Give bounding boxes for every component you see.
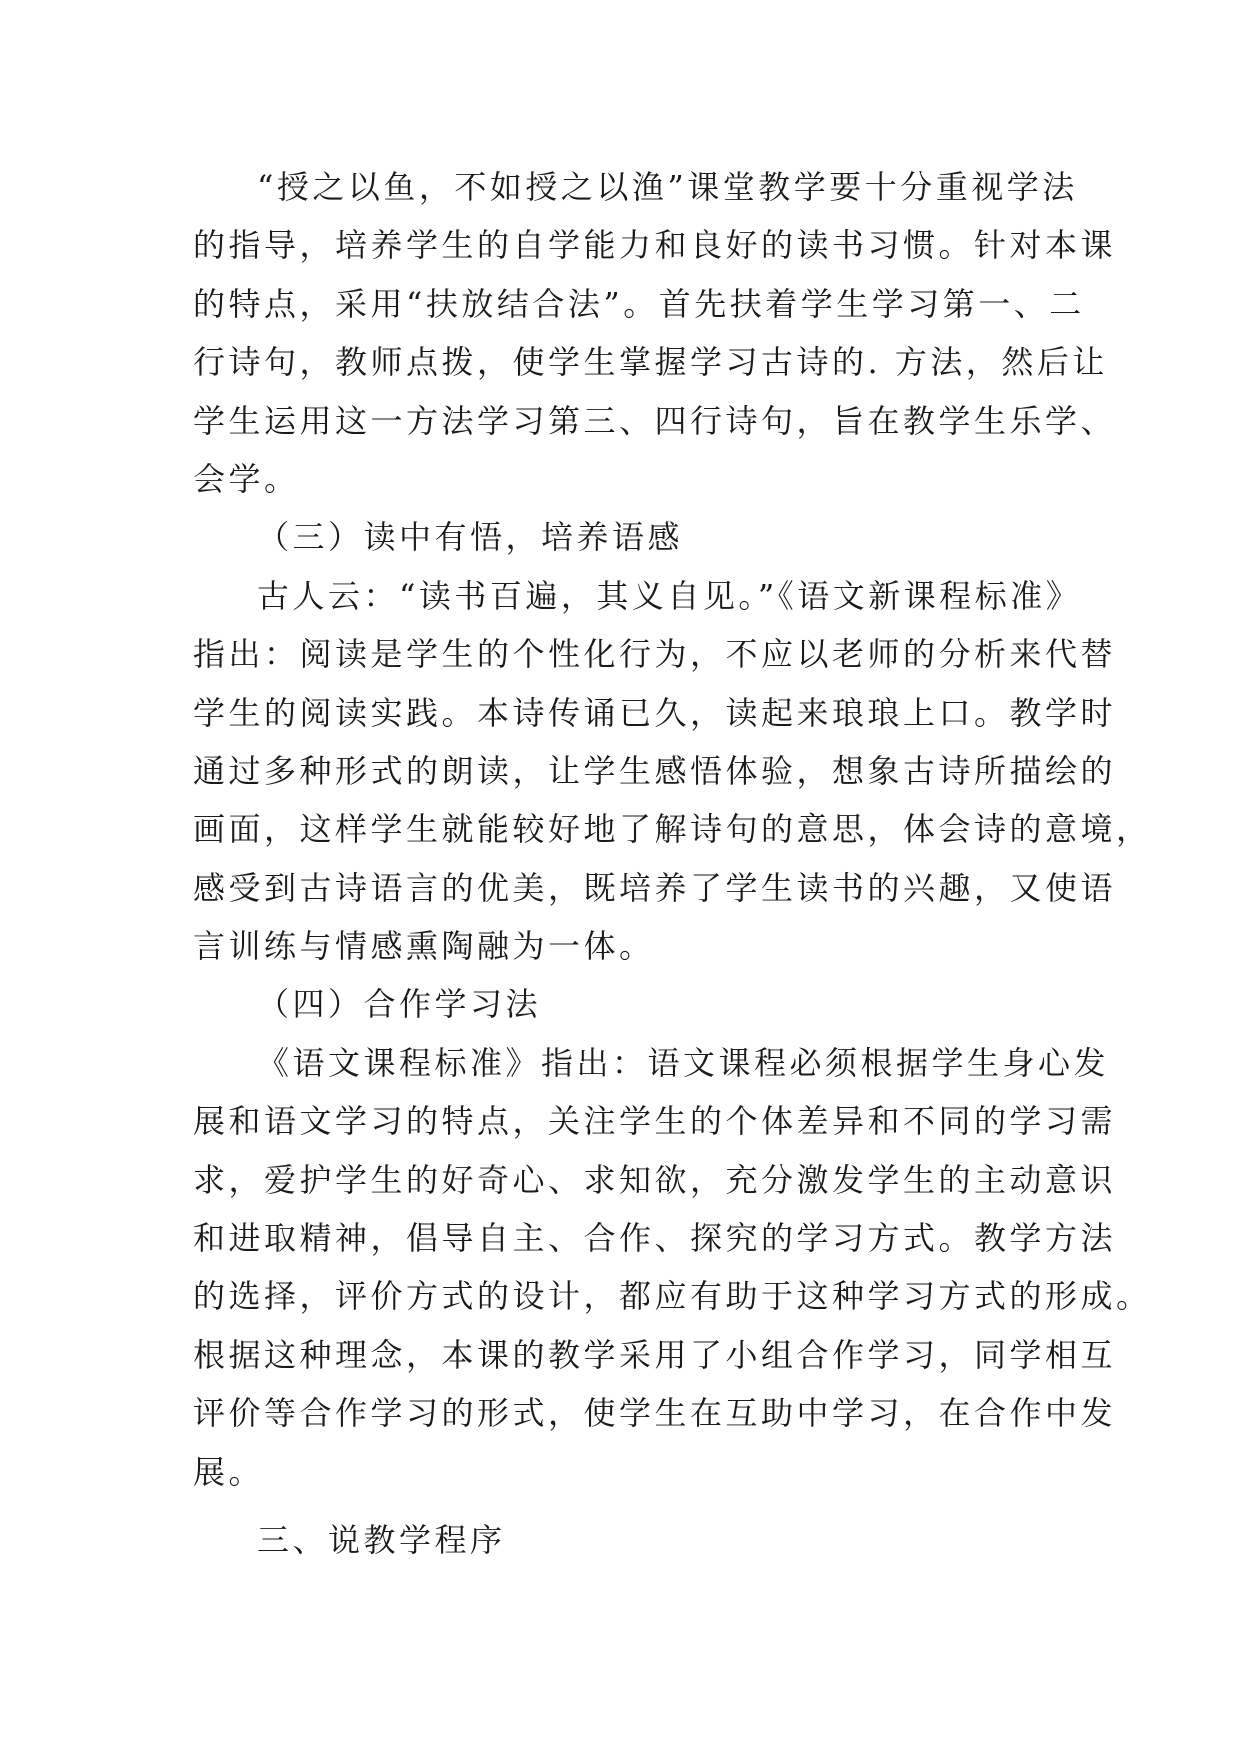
heading-cooperative-learning: （四）合作学习法 xyxy=(257,985,542,1024)
paragraph-teaching-method xyxy=(193,158,1117,508)
text-line: 求，爱护学生的好奇心、求知欲，充分激发学生的主动意识 xyxy=(193,1160,1117,1199)
paragraph-cooperative xyxy=(193,1034,1152,1501)
text-line: 的特点，采用“扶放结合法”。首先扶着学生学习第一、二 xyxy=(193,284,1085,323)
text-line: 展和语文学习的特点，关注学生的个体差异和不同的学习需 xyxy=(193,1102,1117,1141)
text-line: 画面，这样学生就能较好地了解诗句的意思，体会诗的意境， xyxy=(193,810,1152,849)
text-line: 展。 xyxy=(193,1452,265,1491)
text-line: 和进取精神，倡导自主、合作、探究的学习方式。教学方法 xyxy=(193,1219,1117,1258)
text-line: 感受到古诗语言的优美，既培养了学生读书的兴趣，又使语 xyxy=(193,868,1117,907)
text-line: 会学。 xyxy=(193,459,300,498)
paragraph-reading xyxy=(193,567,1152,976)
text-line: 行诗句，教师点拨，使学生掌握学习古诗的. 方法，然后让 xyxy=(193,343,1108,382)
text-line: 根据这种理念，本课的教学采用了小组合作学习，同学相互 xyxy=(193,1335,1117,1374)
heading-reading-comprehension: （三）读中有悟，培养语感 xyxy=(257,518,684,557)
document-body xyxy=(193,158,1152,1569)
text-line: 古人云：“读书百遍，其义自见。”《语文新课程标准》 xyxy=(257,576,1082,615)
text-line: 评价等合作学习的形式，使学生在互助中学习，在合作中发 xyxy=(193,1394,1117,1433)
text-line: “授之以鱼，不如授之以渔”课堂教学要十分重视学法 xyxy=(257,168,1078,206)
text-line: 学生运用这一方法学习第三、四行诗句，旨在教学生乐学、 xyxy=(193,401,1117,440)
text-line: 的指导，培养学生的自学能力和良好的读书习惯。针对本课 xyxy=(193,226,1117,265)
text-line: 指出：阅读是学生的个性化行为，不应以老师的分析来代替 xyxy=(193,635,1117,674)
text-line: 通过多种形式的朗读，让学生感悟体验，想象古诗所描绘的 xyxy=(193,751,1117,790)
text-line: 学生的阅读实践。本诗传诵已久，读起来琅琅上口。教学时 xyxy=(193,693,1117,732)
text-line: 言训练与情感熏陶融为一体。 xyxy=(193,927,655,966)
section-title-teaching-procedure: 三、说教学程序 xyxy=(257,1520,506,1559)
text-line: 的选择，评价方式的设计，都应有助于这种学习方式的形成。 xyxy=(193,1277,1152,1316)
text-line: 《语文课程标准》指出：语文课程必须根据学生身心发 xyxy=(257,1043,1110,1082)
